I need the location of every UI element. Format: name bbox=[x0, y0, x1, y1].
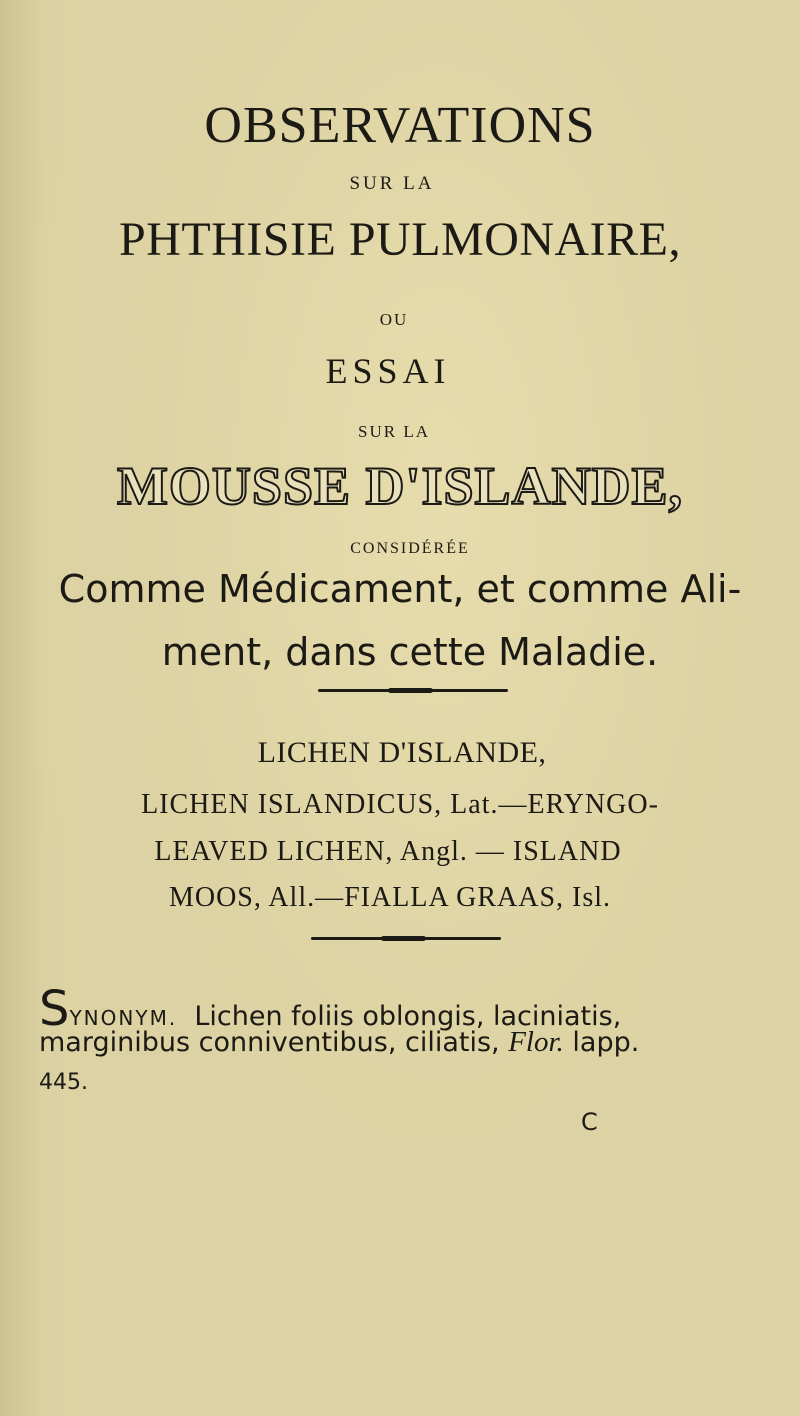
title-observations: OBSERVATIONS bbox=[204, 97, 596, 154]
ornamental-rule-2 bbox=[311, 937, 501, 940]
title-sur-la: SUR LA bbox=[349, 173, 435, 194]
signature-mark: C bbox=[581, 1108, 598, 1136]
names-line-3: LEAVED LICHEN, Angl. — ISLAND bbox=[154, 836, 622, 867]
ornamental-rule bbox=[318, 689, 508, 692]
title-essai: ESSAI bbox=[325, 351, 451, 391]
flor-abbrev: Flor. bbox=[508, 1026, 564, 1058]
drop-initial: S bbox=[39, 981, 70, 1037]
subtitle-line-1: Comme Médicament, et comme Ali- bbox=[58, 567, 742, 611]
lapp-abbrev: lapp. bbox=[572, 1027, 640, 1058]
title-mousse: MOUSSE D'ISLANDE, bbox=[116, 456, 684, 516]
synonym-text-1: Lichen foliis oblongis, laciniatis, bbox=[194, 1001, 622, 1032]
title-sur-la-2: SUR LA bbox=[358, 422, 430, 441]
subtitle-line-2: ment, dans cette Maladie. bbox=[161, 630, 659, 674]
names-line-2: LICHEN ISLANDICUS, Lat.—ERYNGO- bbox=[141, 789, 659, 820]
synonym-label: YNONYM. bbox=[69, 1006, 178, 1030]
synonym-line-3: 445. bbox=[39, 1070, 88, 1095]
title-phthisie: PHTHISIE PULMONAIRE, bbox=[119, 213, 681, 266]
synonym-line-2 bbox=[39, 1026, 639, 1059]
title-consideree: CONSIDÉRÉE bbox=[350, 540, 470, 557]
names-line-1: LICHEN D'ISLANDE, bbox=[257, 736, 547, 769]
names-line-4: MOOS, All.—FIALLA GRAAS, Isl. bbox=[168, 882, 612, 913]
title-ou: OU bbox=[379, 310, 409, 329]
synonym-text-2: marginibus conniventibus, ciliatis, bbox=[39, 1027, 500, 1058]
